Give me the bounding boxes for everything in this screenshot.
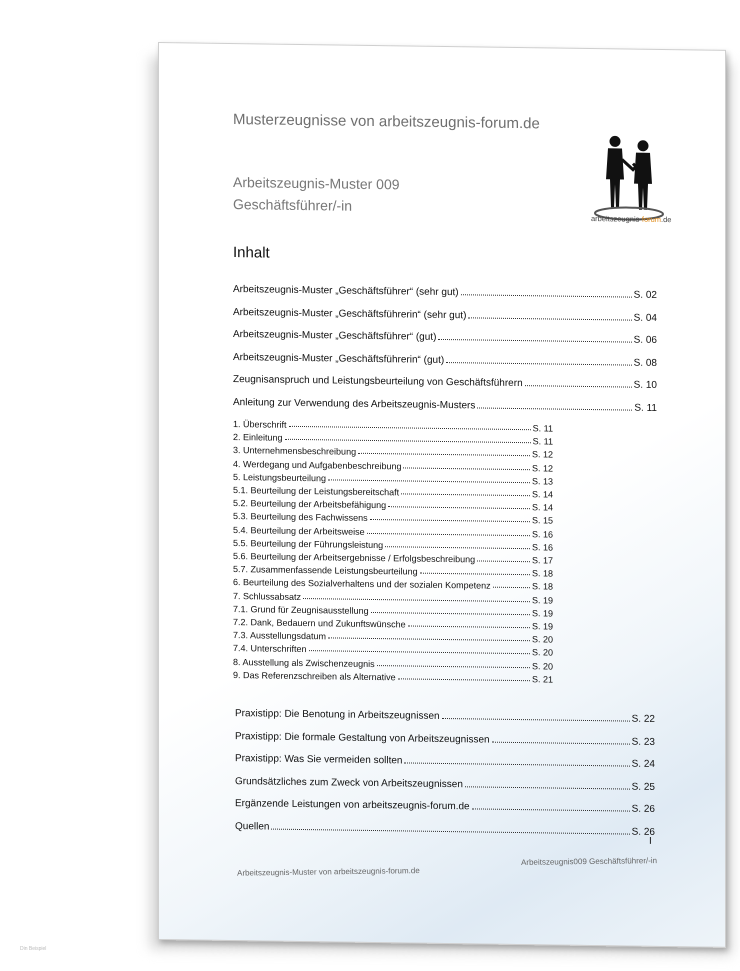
toc-entry-label: 7. Schlussabsatz [233,590,302,602]
toc-entry [233,630,553,644]
toc-entry-page: S. 22 [631,713,655,725]
toc-entry-page: S. 14 [531,489,553,500]
toc-leader-dots [401,492,530,496]
logo-text: arbeitszeugnis-forum.de [591,214,672,225]
toc-leader-dots [289,425,531,430]
toc-entry-label: 5.7. Zusammenfassende Leistungsbeurteilung [233,564,418,577]
toc-entry [235,798,655,815]
toc-entry-label: 7.2. Dank, Bedauern und Zukunftswünsche [233,617,406,630]
toc-leader-dots [371,611,530,615]
toc-leader-dots [472,807,630,811]
toc-entry [233,577,553,591]
toc-entry [233,538,553,552]
toc-entry [233,352,657,369]
toc-entry-label: 9. Das Referenzschreiben als Alternative [233,669,396,683]
document-page [158,42,726,948]
toc-entry [233,374,657,391]
toc-entry-page: S. 21 [531,674,553,685]
toc-leader-dots [388,505,530,509]
toc-leader-dots [377,664,530,668]
toc-leader-dots [404,761,629,766]
toc-leader-dots [477,559,530,562]
toc-entry [233,284,657,301]
toc-leader-dots [385,545,530,549]
toc-leader-dots [328,637,530,642]
toc-entry [233,445,553,459]
toc-entry-label: 5.1. Beurteilung der Leistungsbereitschaft [233,485,400,498]
toc-entry-page: S. 06 [633,334,657,346]
toc-entry [233,459,553,473]
toc-leader-dots [367,532,530,536]
footer-left: Arbeitszeugnis-Muster von arbeitszeugnis-forum.de [236,866,420,878]
toc-entry [233,525,553,539]
corner-note: Din Beispiel [20,946,47,952]
toc-entry-page: S. 11 [634,402,657,414]
toc-leader-dots [525,384,632,387]
toc-leader-dots [328,478,530,483]
toc-entry-page: S. 11 [532,423,553,434]
toc-entry-page: S. 20 [531,647,553,658]
toc-entry-label: 5.2. Beurteilung der Arbeitsbefähigung [233,498,387,511]
toc-entry [235,708,655,725]
toc-entry-label: 4. Werdegang und Aufgabenbeschreibung [233,458,402,471]
toc-entry-label: 1. Überschrift [233,419,287,430]
toc-entry-label: Anleitung zur Verwendung des Arbeitszeugnis-Musters [233,396,476,411]
toc-entry [233,564,553,578]
toc-entry-page: S. 18 [531,581,553,592]
toc-entry-label: 7.1. Grund für Zeugnisausstellung [233,603,369,616]
toc-leader-dots [493,586,530,589]
toc-entry [233,551,553,565]
toc-entry [235,776,655,793]
toc-entry-label: Arbeitszeugnis-Muster „Geschäftsführer“ (gut) [233,329,437,343]
toc-leader-dots [420,572,530,576]
toc-entry [233,498,553,512]
footer-right: Arbeitszeugnis009 Geschäftsführer/-in [520,856,658,867]
toc-leader-dots [398,677,530,681]
toc-leader-dots [492,740,630,744]
toc-entry-page: S. 04 [633,312,657,324]
toc-entry [233,432,553,446]
toc-entry-label: Praxistipp: Die formale Gestaltung von Arbeitszeugnissen [235,730,490,746]
toc-entry-label: Arbeitszeugnis-Muster „Geschäftsführerin“ (sehr gut) [233,306,467,321]
toc-leader-dots [370,518,530,522]
toc-entry-page: S. 14 [531,502,553,513]
toc-entry-page: S. 19 [531,608,553,619]
toc-entry-label: 2. Einleitung [233,432,283,443]
toc-leader-dots [465,785,630,789]
quellen-page-mark: I [649,835,652,847]
toc-leader-dots [408,624,530,628]
toc-entry-page: S. 08 [633,357,657,369]
toc-entry-label: 5. Leistungsbeurteilung [233,471,327,484]
toc-entry-page: S. 18 [531,568,553,579]
toc-entry-label: 5.5. Beurteilung der Führungsleistung [233,537,384,550]
toc-leader-dots [358,452,530,456]
toc-entry-page: S. 26 [631,803,655,815]
toc-entry-label: 5.3. Beurteilung des Fachwissens [233,511,368,524]
toc-entry-page: S. 17 [531,555,553,566]
toc-entry [235,731,655,748]
toc-entry-label: 5.4. Beurteilung der Arbeitsweise [233,524,365,537]
toc-entry-label: Quellen [235,820,270,833]
toc-entry-label: Arbeitszeugnis-Muster „Geschäftsführerin“ (gut) [233,351,445,366]
toc-entry-label: 3. Unternehmensbeschreibung [233,445,357,458]
toc-entry [233,397,657,414]
toc-leader-dots [446,361,631,366]
toc-entry-page: S. 16 [531,528,553,540]
toc-leader-dots [285,438,531,443]
toc-entry-page: S. 10 [633,379,657,391]
toc-entry-label: 8. Ausstellung als Zwischenzeugnis [233,656,375,669]
toc-entry-page: S. 20 [531,634,553,645]
toc-entry-label: Arbeitszeugnis-Muster „Geschäftsführer“ (sehr gut) [233,284,459,299]
toc-entry [233,472,553,486]
document-subtitle: Geschäftsführer/-in [233,196,353,214]
toc-entry [233,485,553,499]
toc-entry [233,307,657,324]
toc-entry [233,419,553,433]
toc-entry-page: S. 19 [531,621,553,632]
toc-entry-page: S. 19 [531,594,553,606]
brand-line: Musterzeugnisse von arbeitszeugnis-forum.de [233,111,540,133]
toc-entry [235,821,655,838]
toc-entry [233,657,553,671]
toc-leader-dots [442,717,630,722]
toc-entry-page: S. 20 [531,660,553,672]
toc-leader-dots [309,649,530,654]
toc-entry [233,617,553,631]
toc-entry [233,604,553,618]
toc-leader-dots [477,406,632,410]
toc-entry-label: Zeugnisanspruch und Leistungsbeurteilung von Geschäftsführern [233,374,523,390]
document-title: Arbeitszeugnis-Muster 009 [233,174,400,193]
toc-leader-dots [461,293,632,297]
toc-entry-page: S. 16 [531,542,553,553]
toc-entry-page: S. 11 [532,436,553,447]
toc-entry-page: S. 12 [531,462,553,474]
toc-entry-label: 7.4. Unterschriften [233,643,307,655]
toc-entry-label: Grundsätzliches zum Zweck von Arbeitszeugnissen [235,775,463,790]
toc-entry-page: S. 26 [631,826,655,838]
toc-entry-page: S. 23 [631,736,655,748]
toc-entry-page: S. 02 [633,289,657,301]
toc-leader-dots [468,316,631,320]
toc-leader-dots [438,338,631,343]
toc-entry-page: S. 12 [531,449,553,460]
toc-entry-label: Praxistipp: Die Benotung in Arbeitszeugnissen [235,708,440,722]
toc-entry [233,511,553,525]
toc-entry-label: 5.6. Beurteilung der Arbeitsergebnisse / Erfolgsbeschreibung [233,551,476,565]
toc-entry-label: 6. Beurteilung des Sozialverhaltens und der sozialen Kompetenz [233,577,491,592]
contents-heading: Inhalt [233,244,270,262]
toc-leader-dots [403,466,530,470]
toc-leader-dots [271,827,629,834]
toc-entry [233,670,553,684]
toc-entry-page: S. 24 [631,758,655,770]
toc-entry [235,753,655,770]
toc-entry-label: Praxistipp: Was Sie vermeiden sollten [235,753,403,767]
toc-entry-page: S. 13 [531,476,553,487]
toc-entry [233,643,553,657]
toc-entry-page: S. 15 [531,515,553,526]
toc-entry-label: 7.3. Ausstellungsdatum [233,630,327,642]
toc-entry [233,329,657,346]
toc-entry-page: S. 25 [631,781,655,793]
toc-entry [233,591,553,605]
toc-leader-dots [303,597,530,602]
toc-entry-label: Ergänzende Leistungen von arbeitszeugnis-forum.de [235,798,470,813]
